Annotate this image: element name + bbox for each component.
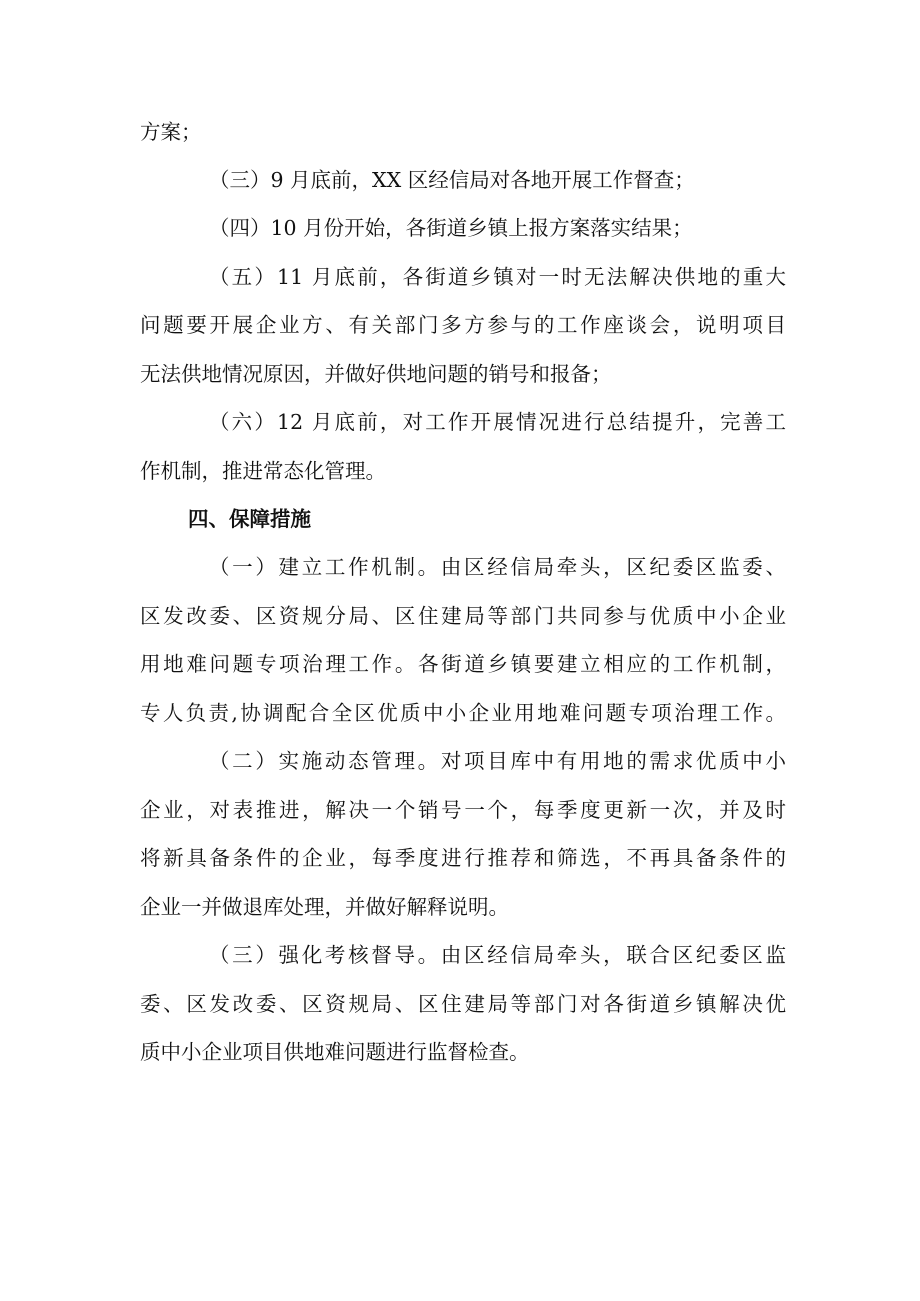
text-line: （六）12 月底前，对工作开展情况进行总结提升，完善工: [209, 410, 786, 434]
text-line: 用地难问题专项治理工作。各街道乡镇要建立相应的工作机制，: [140, 652, 786, 676]
text-line: 质中小企业项目供地难问题进行监督检查。: [140, 1040, 530, 1064]
text-line: （四）10 月份开始，各街道乡镇上报方案落实结果；: [209, 216, 693, 240]
text-line: （二）实施动态管理。对项目库中有用地的需求优质中小: [209, 749, 786, 773]
text-line: 区发改委、区资规分局、区住建局等部门共同参与优质中小企业: [140, 604, 786, 628]
text-line: （一）建立工作机制。由区经信局牵头，区纪委区监委、: [209, 555, 786, 579]
text-line: 专人负责,协调配合全区优质中小企业用地难问题专项治理工作。: [140, 701, 786, 725]
text-line: 企业，对表推进，解决一个销号一个，每季度更新一次，并及时: [140, 798, 786, 822]
text-line: 作机制，推进常态化管理。: [140, 459, 386, 483]
text-line: （三）9 月底前，XX 区经信局对各地开展工作督查；: [209, 168, 695, 192]
text-line: 委、区发改委、区资规局、区住建局等部门对各街道乡镇解决优: [140, 992, 786, 1016]
text-line: 企业一并做退库处理，并做好解释说明。: [140, 895, 509, 919]
text-line: （三）强化考核督导。由区经信局牵头，联合区纪委区监: [209, 943, 786, 967]
text-line: 无法供地情况原因，并做好供地问题的销号和报备；: [140, 362, 612, 386]
text-line: 问题要开展企业方、有关部门多方参与的工作座谈会，说明项目: [140, 313, 786, 337]
text-line: （五）11 月底前，各街道乡镇对一时无法解决供地的重大: [209, 265, 786, 289]
section-heading: 四、保障措施: [188, 507, 311, 531]
text-line: 将新具备条件的企业，每季度进行推荐和筛选，不再具备条件的: [140, 846, 786, 870]
text-line: 方案；: [140, 120, 202, 144]
